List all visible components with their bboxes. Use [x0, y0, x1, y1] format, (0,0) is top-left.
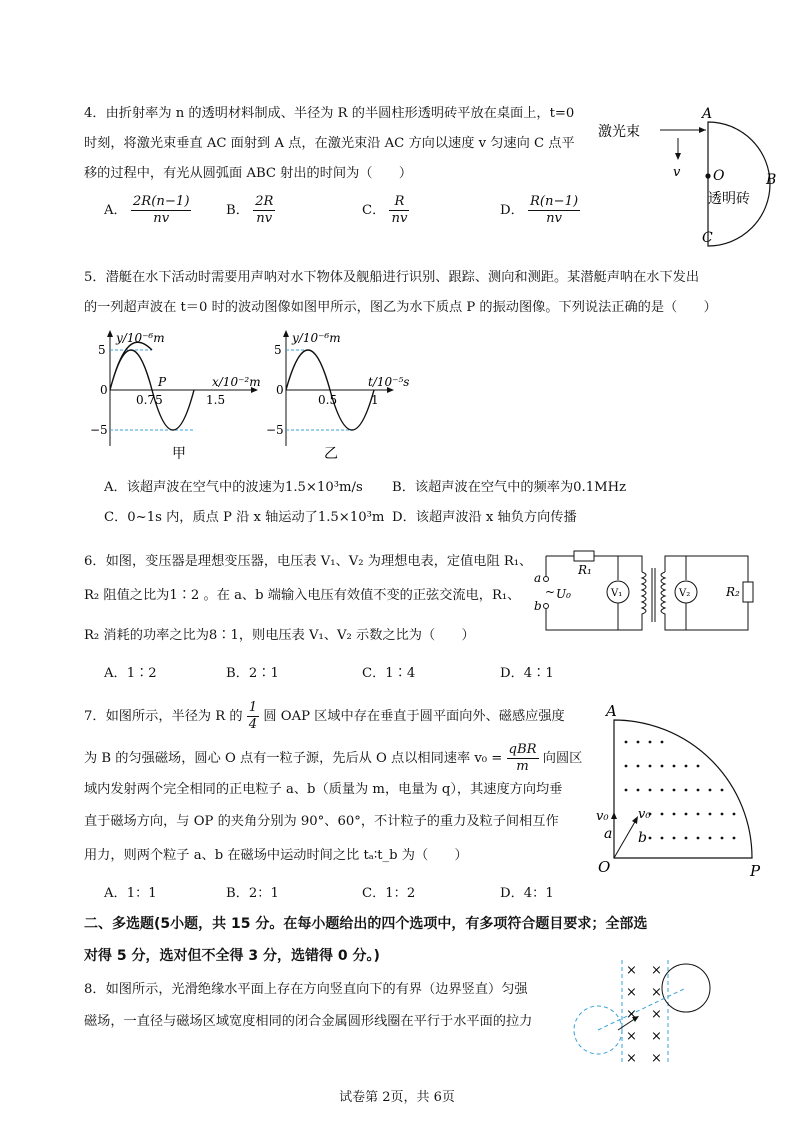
option-label: B．: [226, 203, 249, 218]
fraction-numerator: 2R(n−1): [132, 194, 190, 209]
figure-caption: 乙: [324, 446, 338, 462]
q5-figure-b: [266, 326, 442, 466]
point-o-label: O: [713, 168, 725, 184]
field-dot: [649, 741, 652, 744]
secondary-coil: [661, 572, 665, 616]
field-dot: [697, 789, 700, 792]
field-cross: ×: [626, 985, 637, 1000]
field-cross: ×: [626, 1051, 637, 1066]
q7-option-b: B．2：1: [226, 886, 279, 901]
q7-line5: 用力，则两个粒子 a、b 在磁场中运动时间之比 tₐ∶t_b 为（ ）: [84, 848, 468, 863]
field-dot: [673, 813, 676, 816]
field-dot: [709, 789, 712, 792]
text-segment: 为 B 的匀强磁场，圆心 O 点有一粒子源，先后从 O 点以相同速率 v₀ =: [84, 751, 503, 766]
option-label: C．: [362, 203, 386, 218]
field-dot: [685, 837, 688, 840]
q6-option-b: B．2∶1: [226, 666, 279, 681]
q8-figure: [560, 958, 730, 1068]
tick-label: 1.5: [206, 393, 226, 407]
u0-label: U₀: [556, 587, 571, 601]
tick-label: 1: [371, 393, 379, 407]
field-dot: [673, 837, 676, 840]
terminal-b: [544, 604, 549, 609]
arrow-icon: [675, 153, 681, 160]
fraction-denominator: nv: [546, 211, 563, 226]
fraction-numerator: R(n−1): [529, 194, 579, 209]
r1-label: R₁: [578, 563, 592, 577]
quarter-circle-region: [614, 720, 752, 858]
q6-line1: 6．如图，变压器是理想变压器，电压表 V₁、V₂ 为理想电表，定值电阻 R₁、: [84, 554, 533, 569]
particle-b-label: b: [638, 830, 647, 846]
fraction-denominator: nv: [256, 211, 273, 226]
figure-caption: 甲: [172, 446, 186, 462]
field-dot: [721, 837, 724, 840]
field-cross: ×: [626, 963, 637, 978]
point-o-label: O: [598, 858, 611, 876]
b-label: b: [534, 599, 542, 613]
field-dot: [721, 813, 724, 816]
q7-option-a: A．1：1: [104, 886, 157, 901]
tick-label: −5: [90, 423, 108, 437]
q6-option-a: A．1∶2: [104, 666, 157, 681]
tick-label: −5: [266, 423, 284, 437]
point-b-label: B: [766, 172, 777, 188]
field-dot: [661, 813, 664, 816]
q6-option-d: D．4∶1: [500, 666, 554, 681]
q4-option-d: [500, 194, 580, 227]
v2-label: V₂: [679, 588, 691, 599]
q5-option-b: B．该超声波在空气中的频率为0.1MHz: [392, 480, 627, 495]
q5-line2: 的一列超声波在 t＝0 时的波动图像如图甲所示，图乙为水下质点 P 的振动图像。下列说法正确的是（ ）: [84, 300, 717, 315]
fraction-numerator: 2R: [255, 194, 274, 209]
wire: [546, 609, 642, 630]
field-dot: [697, 837, 700, 840]
fraction-numerator: 1: [248, 700, 258, 715]
field-dot: [709, 813, 712, 816]
a-label: a: [534, 571, 542, 585]
q7-line3: 域内发射两个完全相同的正电粒子 a、b（质量为 m，电量为 q），其速度方向均垂: [84, 782, 563, 797]
field-dot: [637, 789, 640, 792]
magnetic-field-crosses: [626, 963, 662, 1066]
y-axis-label: y/10⁻⁶m: [116, 331, 165, 345]
resistor-r1: [574, 551, 594, 561]
q6-circuit-figure: [534, 542, 774, 642]
ac-source-icon: ~: [545, 585, 556, 599]
section-heading-line2: 对得 5 分，选对但不全得 3 分，选错得 0 分。): [84, 948, 380, 964]
field-dot: [649, 789, 652, 792]
y-axis-label: y/10⁻⁶m: [292, 331, 341, 345]
q7-line1: [84, 700, 565, 733]
page-footer: 试卷第 2页，共 6页: [339, 1090, 455, 1105]
text-segment: 向圆区: [542, 751, 583, 766]
q5-option-d: D．该超声波沿 x 轴负方向传播: [392, 510, 577, 525]
x-axis-label: x/10⁻²m: [212, 375, 261, 389]
v0-b-label: v₀: [638, 807, 651, 822]
q7-option-d: D．4：1: [500, 886, 554, 901]
field-dot: [661, 837, 664, 840]
brick-label: 透明砖: [708, 191, 750, 207]
q4-figure: [590, 100, 790, 250]
q6-line2: R₂ 阻值之比为1∶2 。在 a、b 端输入电压有效值不变的正弦交流电，R₁、: [84, 588, 521, 603]
fraction-denominator: 4: [248, 717, 258, 732]
field-cross: ×: [626, 1007, 637, 1022]
tick-label: 0: [276, 383, 284, 397]
field-dot: [649, 837, 652, 840]
option-label: D．: [500, 203, 524, 218]
section-heading-line1: 二、多选题(5小题，共 15 分。在每小题给出的四个选项中，有多项符合题目要求；全部选: [84, 916, 648, 932]
fraction-numerator: qBR: [508, 742, 537, 757]
q4-line3: 移的过程中，有光从圆弧面 ABC 射出的时间为（ ）: [84, 166, 413, 181]
beam-label: 激光束: [598, 124, 640, 140]
field-dot: [709, 837, 712, 840]
text-segment: 圆 OAP 区域中存在垂直于圆平面向外、磁感应强度: [263, 709, 565, 724]
fraction-numerator: R: [389, 194, 409, 211]
terminal-a: [544, 577, 549, 582]
field-cross: ×: [626, 1029, 637, 1044]
field-cross: ×: [651, 1007, 662, 1022]
semicircle-brick: [708, 122, 770, 246]
option-label: A．: [104, 203, 127, 218]
q5-line1: 5．潜艇在水下活动时需要用声呐对水下物体及舰船进行识别、跟踪、测向和测距。某潜艇声呐在水下发出: [84, 270, 700, 285]
q7-line4: 直于磁场方向，与 OP 的夹角分别为 90°、60°，不计粒子的重力及粒子间相互作: [84, 814, 559, 829]
t-axis-label: t/10⁻⁵s: [368, 375, 410, 389]
q5-option-a: A．该超声波在空气中的波速为1.5×10³m/s: [104, 480, 363, 495]
wire: [665, 556, 748, 582]
fraction-denominator: m: [516, 759, 529, 774]
field-dot: [637, 741, 640, 744]
field-cross: ×: [651, 1051, 662, 1066]
field-dot: [661, 789, 664, 792]
arrow-icon: [107, 330, 113, 337]
field-dot: [637, 765, 640, 768]
q4-line2: 时刻，将激光束垂直 AC 面射到 A 点，在激光束沿 AC 方向以速度 v 匀速向 C 点平: [84, 136, 575, 151]
tick-label: 0: [100, 383, 108, 397]
field-cross: ×: [651, 985, 662, 1000]
arrow-icon: [283, 330, 289, 337]
field-dot: [685, 789, 688, 792]
arrow-icon: [699, 127, 706, 133]
point-a-label: A: [702, 106, 713, 122]
tick-label: 5: [274, 343, 282, 357]
velocity-b-arrow: [614, 820, 636, 858]
fraction-denominator: nv: [153, 211, 170, 226]
q7-figure: [592, 702, 772, 880]
resistor-r2: [743, 582, 753, 602]
field-dot: [625, 789, 628, 792]
q6-line3: R₂ 消耗的功率之比为8∶1，则电压表 V₁、V₂ 示数之比为（ ）: [84, 628, 475, 643]
field-dot: [685, 765, 688, 768]
point-p-label: P: [750, 862, 761, 880]
r2-label: R₂: [726, 585, 740, 599]
wire: [665, 602, 748, 630]
q5-figure-a: [90, 326, 266, 466]
primary-coil: [642, 572, 646, 616]
v-label: v: [673, 165, 681, 180]
field-dot: [733, 813, 736, 816]
text-segment: 7．如图所示，半径为 R 的: [84, 709, 243, 724]
v1-label: V₁: [611, 588, 623, 599]
point-c-label: C: [702, 230, 713, 246]
field-dot: [721, 789, 724, 792]
field-dot: [673, 789, 676, 792]
tick-label: 0.5: [318, 393, 338, 407]
motion-path: [598, 988, 686, 1030]
tick-label: 0.75: [136, 393, 163, 407]
point-a-label: A: [606, 702, 617, 720]
field-dot: [661, 765, 664, 768]
particle-a-label: a: [604, 826, 613, 842]
field-dot: [661, 741, 664, 744]
magnetic-field-dots: [625, 741, 736, 840]
q7-line2: [84, 742, 582, 775]
v0-a-label: v₀: [596, 809, 609, 824]
field-dot: [649, 765, 652, 768]
wave-curve: [110, 342, 194, 430]
field-dot: [733, 837, 736, 840]
field-dot: [673, 765, 676, 768]
fraction-denominator: nv: [391, 211, 408, 226]
q4-option-c: [362, 194, 409, 227]
q7-option-c: C．1：2: [362, 886, 416, 901]
tick-label: 5: [98, 343, 106, 357]
field-cross: ×: [651, 1029, 662, 1044]
field-dot: [697, 765, 700, 768]
q4-option-a: [104, 194, 191, 227]
field-dot: [685, 813, 688, 816]
q8-line2: 磁场，一直径与磁场区域宽度相同的闭合金属圆形线圈在平行于水平面的拉力: [84, 1014, 533, 1029]
q5-option-c: C．0~1s 内，质点 P 沿 x 轴运动了1.5×10³m: [104, 510, 385, 525]
q4-option-b: [226, 194, 275, 227]
q6-option-c: C．1∶4: [362, 666, 416, 681]
field-cross: ×: [651, 963, 662, 978]
field-dot: [625, 741, 628, 744]
field-dot: [625, 765, 628, 768]
center-point: [705, 173, 710, 178]
q4-line1: 4．由折射率为 n 的透明材料制成、半径为 R 的半圆柱形透明砖平放在桌面上，t=0: [84, 106, 575, 121]
arrow-icon: [611, 812, 617, 819]
q8-line1: 8．如图所示，光滑绝缘水平面上存在方向竖直向下的有界（边界竖直）匀强: [84, 982, 528, 997]
field-dot: [697, 813, 700, 816]
point-p-label: P: [158, 375, 167, 389]
